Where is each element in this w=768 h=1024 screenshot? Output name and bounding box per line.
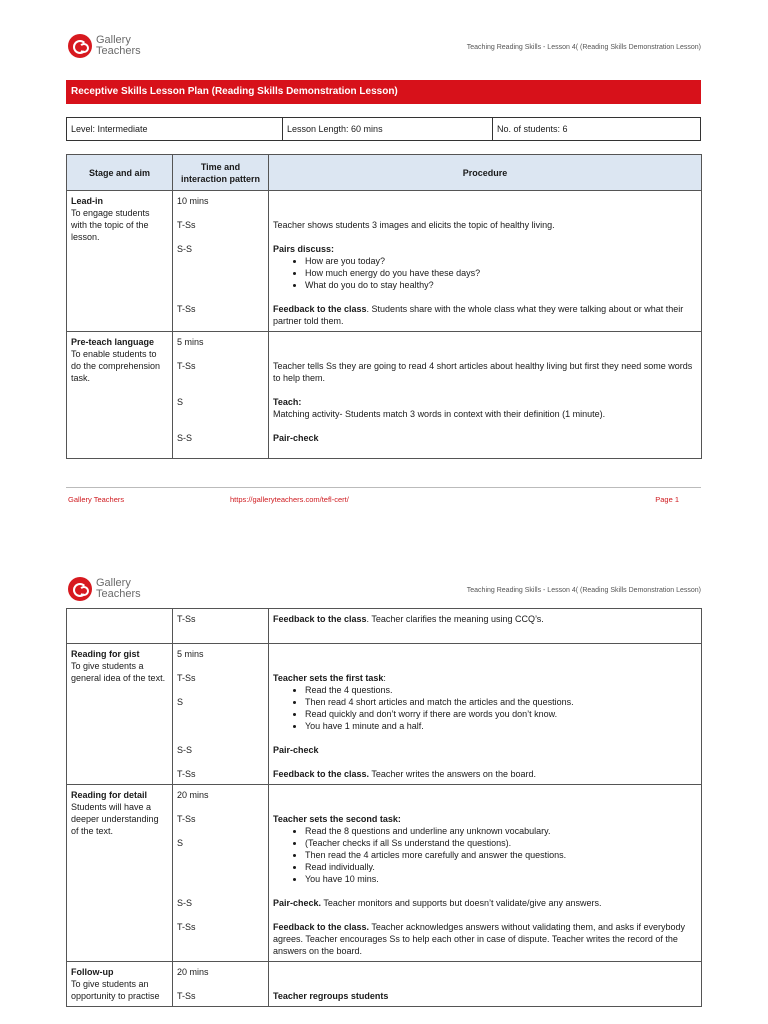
- running-header: Teaching Reading Skills - Lesson 4( (Reading Skills Demonstration Lesson): [466, 44, 701, 51]
- time: 20 mins: [177, 790, 209, 800]
- feedback-bold: Feedback to the class.: [273, 922, 370, 932]
- list-item: • What do you do to stay healthy?: [305, 279, 697, 291]
- pattern: S-S: [177, 898, 193, 908]
- list-item: • How are you today?: [305, 255, 697, 267]
- footer-page-number: Page 1: [655, 495, 679, 504]
- students-cell: No. of students: 6: [493, 118, 701, 141]
- pattern: T-Ss: [177, 991, 196, 1001]
- list-item: • Read the 8 questions and underline any unknown vocabulary.: [305, 825, 697, 837]
- length-cell: Lesson Length: 60 mins: [283, 118, 493, 141]
- stage-title: Reading for detail: [71, 790, 148, 800]
- feedback-text: [273, 303, 697, 327]
- task-title: Teacher sets the second task:: [273, 814, 401, 824]
- task-title: Teacher sets the first task: [273, 673, 384, 683]
- stage-title: Follow-up: [71, 967, 114, 977]
- procedure-text: Teacher tells Ss they are going to read 4 short articles about healthy living but first they need some words to help them.: [273, 361, 693, 383]
- pair-check: Pair-check: [273, 433, 319, 443]
- time: 20 mins: [177, 967, 209, 977]
- list-item: • You have 1 minute and a half.: [305, 720, 697, 732]
- pattern: T-Ss: [177, 673, 196, 683]
- stage-aim: To give students a general idea of the text.: [71, 661, 166, 683]
- teach-text: Matching activity- Students match 3 words in context with their definition (1 minute).: [273, 409, 606, 419]
- task-colon: :: [383, 673, 386, 683]
- pattern: T-Ss: [177, 614, 196, 624]
- stage-title: Lead-in: [71, 196, 104, 206]
- logo-icon: [68, 34, 92, 58]
- pattern: S-S: [177, 244, 193, 254]
- procedure-table-page1: [66, 154, 702, 459]
- task-steps: [273, 825, 697, 885]
- footer-url-link[interactable]: https://galleryteachers.com/tefl-cert/: [230, 495, 349, 504]
- list-item: • (Teacher checks if all Ss understand the questions).: [305, 837, 697, 849]
- row-lead-in: [67, 191, 702, 332]
- logo-line2: Teachers: [96, 588, 141, 600]
- pattern: T-Ss: [177, 220, 196, 230]
- pattern: T-Ss: [177, 814, 196, 824]
- pair-check-bold: Pair-check.: [273, 898, 322, 908]
- discussion-questions: [273, 255, 697, 291]
- logo-line2: Teachers: [96, 45, 141, 57]
- regroup-text: Teacher regroups students: [273, 991, 389, 1001]
- row-continuation: [67, 609, 702, 644]
- pattern: S-S: [177, 433, 193, 443]
- time: 10 mins: [177, 196, 209, 206]
- feedback-text: [273, 921, 697, 957]
- stage-title: Pre-teach language: [71, 337, 155, 347]
- pattern: T-Ss: [177, 922, 196, 932]
- level-cell: Level: Intermediate: [67, 118, 283, 141]
- feedback-text: [273, 613, 697, 625]
- stage-aim: Students will have a deeper understanding of the text.: [71, 802, 159, 836]
- pair-check-text: [273, 897, 697, 909]
- task-steps: [273, 684, 697, 732]
- row-pre-teach: [67, 332, 702, 459]
- pattern: S: [177, 397, 184, 407]
- procedure-table-page2: [66, 608, 702, 1007]
- list-item: • Read the 4 questions.: [305, 684, 697, 696]
- pattern: S-S: [177, 745, 193, 755]
- pattern: T-Ss: [177, 769, 196, 779]
- gallery-teachers-logo: [68, 577, 141, 601]
- feedback-bold: Feedback to the class: [273, 304, 367, 314]
- header-procedure: Procedure: [269, 155, 702, 191]
- feedback-text: [273, 768, 697, 780]
- logo-icon: [68, 577, 92, 601]
- pattern: S: [177, 838, 184, 848]
- pattern: T-Ss: [177, 304, 196, 314]
- gallery-teachers-logo: [68, 34, 141, 58]
- header-time: Time and interaction pattern: [173, 155, 269, 191]
- stage-aim: To enable students to do the comprehension task.: [71, 349, 161, 383]
- row-reading-gist: [67, 644, 702, 785]
- feedback-bold: Feedback to the class.: [273, 769, 370, 779]
- time: 5 mins: [177, 337, 204, 347]
- row-follow-up: [67, 962, 702, 1007]
- list-item: • Then read 4 short articles and match the articles and the questions.: [305, 696, 697, 708]
- procedure-text: Teacher shows students 3 images and elicits the topic of healthy living.: [273, 220, 555, 230]
- logo-line1: Gallery: [96, 34, 131, 46]
- time: 5 mins: [177, 649, 204, 659]
- lesson-plan-banner: Receptive Skills Lesson Plan (Reading Skills Demonstration Lesson): [66, 80, 701, 104]
- footer-rule: [66, 487, 701, 488]
- list-item: • Read individually.: [305, 861, 697, 873]
- stage-aim: To give students an opportunity to practise: [71, 979, 160, 1001]
- list-item: • You have 10 mins.: [305, 873, 697, 885]
- row-reading-detail: [67, 785, 702, 962]
- pairs-discuss-title: Pairs discuss:: [273, 244, 335, 254]
- pair-check-body: Teacher monitors and supports but doesn’t validate/give any answers.: [321, 898, 602, 908]
- pattern: T-Ss: [177, 361, 196, 371]
- header-stage: Stage and aim: [67, 155, 173, 191]
- stage-aim: To engage students with the topic of the lesson.: [71, 208, 150, 242]
- logo-line1: Gallery: [96, 577, 131, 589]
- pattern: S: [177, 697, 184, 707]
- feedback-body: Teacher writes the answers on the board.: [369, 769, 536, 779]
- footer-brand: Gallery Teachers: [68, 495, 125, 504]
- lesson-info-table: [66, 117, 701, 141]
- list-item: • Read quickly and don’t worry if there are words you don’t know.: [305, 708, 697, 720]
- list-item: • Then read the 4 articles more carefully and answer the questions.: [305, 849, 697, 861]
- list-item: • How much energy do you have these days?: [305, 267, 697, 279]
- feedback-body: Teacher acknowledges answers without validating them, and asks if everybody agrees. Teacher encourages Ss to help each other in case of dispute. Teacher writes the record of the answers on the board.: [273, 922, 686, 956]
- feedback-body: . Teacher clarifies the meaning using CCQ’s.: [366, 614, 544, 624]
- feedback-body: . Students share with the whole class what they were talking about or what their partner told them.: [273, 304, 684, 326]
- feedback-bold: Feedback to the class: [273, 614, 367, 624]
- stage-title: Reading for gist: [71, 649, 140, 659]
- running-header: Teaching Reading Skills - Lesson 4( (Reading Skills Demonstration Lesson): [466, 587, 701, 594]
- teach-title: Teach:: [273, 397, 302, 407]
- pair-check: Pair-check: [273, 745, 319, 755]
